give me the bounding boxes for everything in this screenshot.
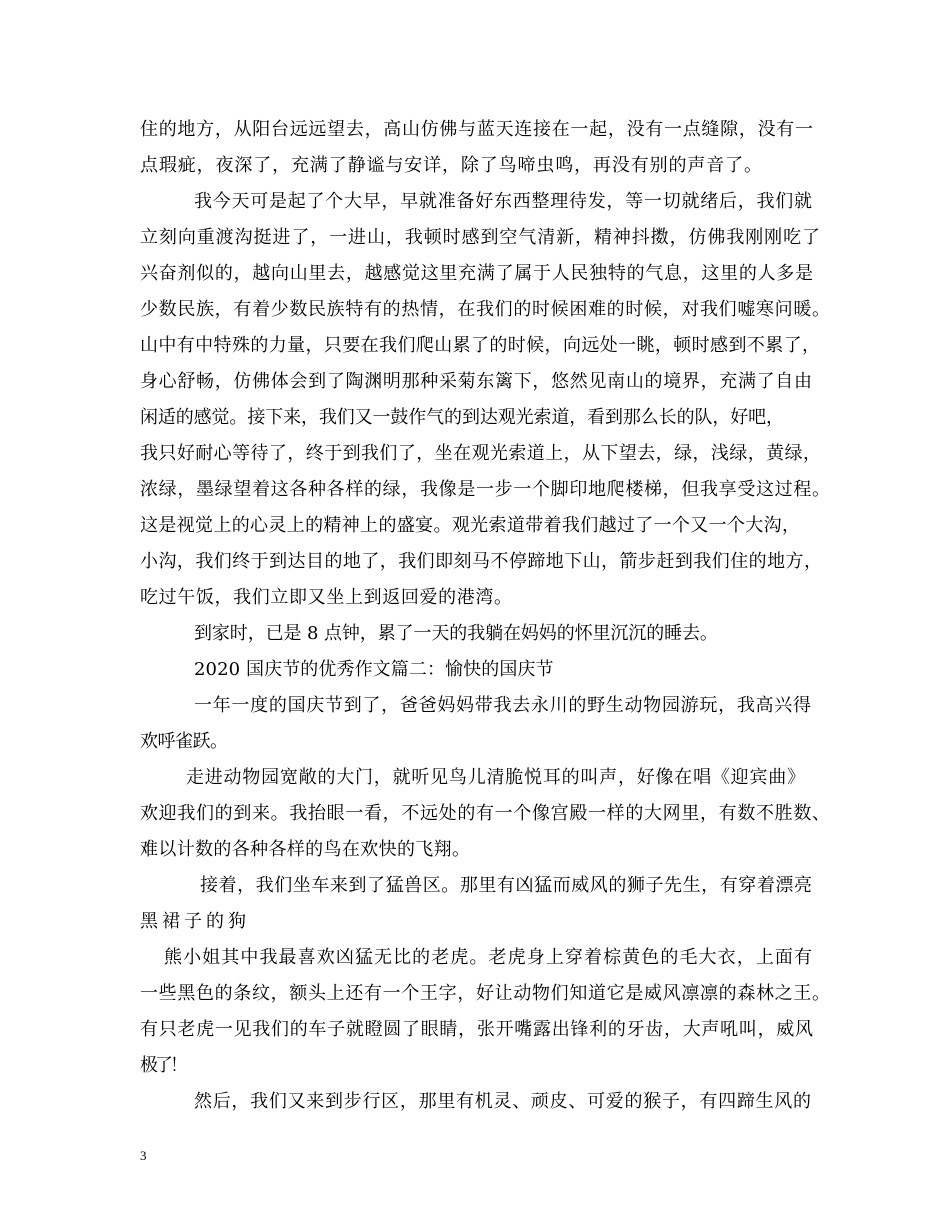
text-line: 有只老虎一见我们的车子就瞪圆了眼睛，张开嘴露出锋利的牙齿，大声吼叫，威风 bbox=[140, 1019, 814, 1040]
text-line: 一年一度的国庆节到了，爸爸妈妈带我去永川的野生动物园游玩，我高兴得 bbox=[194, 695, 812, 716]
text-line: 少数民族，有着少数民族特有的热情，在我们的时候困难的时候，对我们嘘寒问暖。 bbox=[140, 299, 831, 320]
text-line: 立刻向重渡沟挺进了，一进山，我顿时感到空气清新，精神抖擞，仿佛我刚刚吃了 bbox=[140, 227, 821, 248]
text-line: 小沟，我们终于到达目的地了，我们即刻马不停蹄地下山，箭步赶到我们住的地方， bbox=[140, 551, 823, 572]
text-line: 黑裙子的狗 bbox=[140, 911, 250, 932]
text-line: 极了！ bbox=[140, 1055, 185, 1076]
text-line: 兴奋剂似的，越向山里去，越感觉这里充满了属于人民独特的气息，这里的人多是 bbox=[140, 263, 814, 284]
text-line: 身心舒畅，仿佛体会到了陶渊明那种采菊东篱下，悠然见南山的境界，充满了自由 bbox=[140, 371, 813, 392]
text-line: 熊小姐其中我最喜欢凶猛无比的老虎。老虎身上穿着棕黄色的毛大衣，上面有 bbox=[164, 947, 814, 968]
text-line: 欢迎我们的到来。我抬眼一看，不远处的有一个像宫殿一样的大网里，有数不胜数、 bbox=[140, 803, 831, 824]
text-line: 点瑕疵，夜深了，充满了静谧与安详，除了鸟啼虫鸣，再没有别的声音了。 bbox=[140, 155, 763, 176]
text-line: 我只好耐心等待了，终于到我们了，坐在观光索道上，从下望去，绿，浅绿，黄绿， bbox=[140, 443, 822, 464]
text-line: 走进动物园宽敞的大门，就听见鸟儿清脆悦耳的叫声，好像在唱《迎宾曲》 bbox=[186, 767, 806, 788]
text-line: 浓绿，墨绿望着这各种各样的绿，我像是一步一个脚印地爬楼梯，但我享受这过程。 bbox=[140, 479, 831, 500]
text-line: 一些黑色的条纹，额头上还有一个王字，好让动物们知道它是威风凛凛的森林之王。 bbox=[140, 983, 831, 1004]
text-line: 这是视觉上的心灵上的精神上的盛宴。观光索道带着我们越过了一个又一个大沟， bbox=[140, 515, 801, 536]
text-line: 吃过午饭，我们立即又坐上到返回爱的港湾。 bbox=[140, 587, 513, 608]
text-line: 然后，我们又来到步行区，那里有机灵、顽皮、可爱的猴子，有四蹄生风的 bbox=[194, 1091, 812, 1112]
text-line: 欢呼雀跃。 bbox=[140, 731, 228, 752]
text-line: 我今天可是起了个大早，早就准备好东西整理待发，等一切就绪后，我们就 bbox=[194, 191, 813, 212]
text-line: 住的地方，从阳台远远望去，高山仿佛与蓝天连接在一起，没有一点缝隙，没有一 bbox=[140, 119, 814, 140]
text-line: 山中有中特殊的力量，只要在我们爬山累了的时候，向远处一眺，顿时感到不累了， bbox=[140, 335, 821, 356]
text-line: 闲适的感觉。接下来，我们又一鼓作气的到达观光索道，看到那么长的队，好吧， bbox=[140, 407, 784, 428]
page-number: 3 bbox=[140, 1148, 147, 1163]
section-heading: 2020 国庆节的优秀作文篇二：愉快的国庆节 bbox=[194, 659, 554, 680]
text-line: 接着，我们坐车来到了猛兽区。那里有凶猛而威风的狮子先生，有穿着漂亮 bbox=[200, 875, 813, 896]
text-line: 难以计数的各种各样的鸟在欢快的飞翔。 bbox=[140, 839, 471, 860]
text-line: 到家时，已是 8 点钟，累了一天的我躺在妈妈的怀里沉沉的睡去。 bbox=[194, 623, 718, 644]
